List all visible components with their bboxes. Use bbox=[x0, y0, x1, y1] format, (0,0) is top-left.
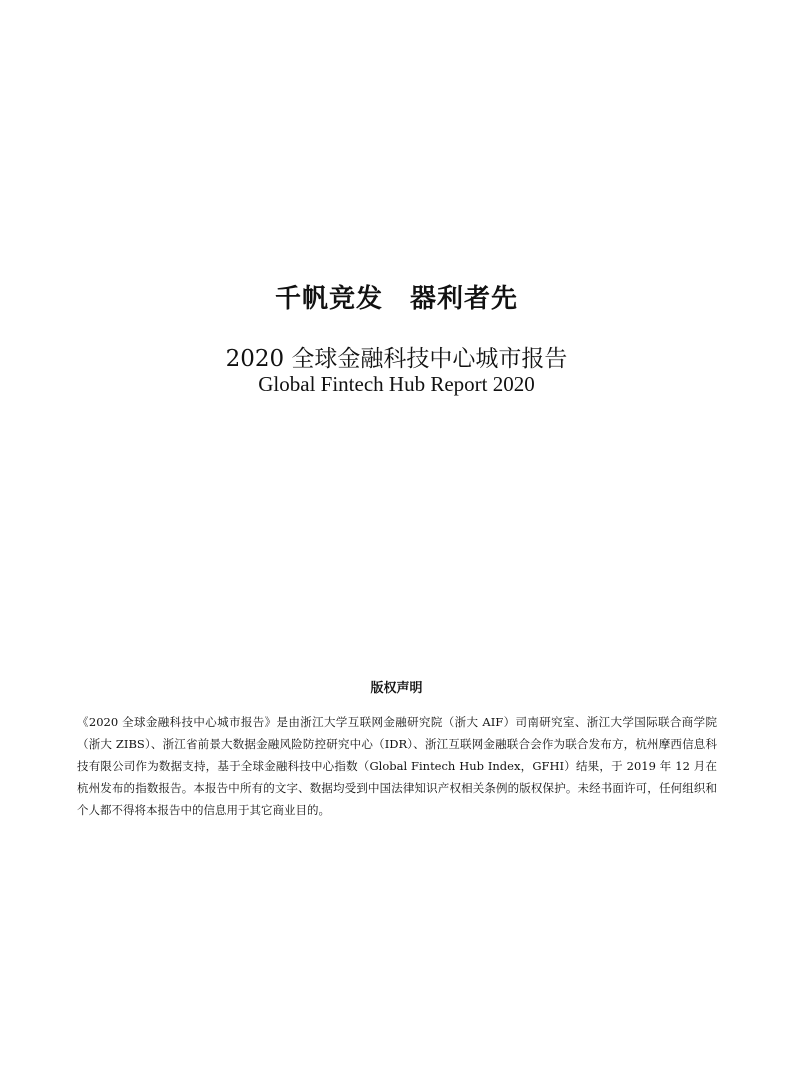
copyright-statement: 《2020 全球金融科技中心城市报告》是由浙江大学互联网金融研究院（浙大 AIF）司南研究室、浙江大学国际联合商学院（浙大 ZIBS）、浙江省前景大数据金融风险防控研究中心（IDR）、浙江互联网金融联合会作为联合发布方，杭州摩西信息科技有限公司作为数据支持，基于全球金融科技中心指数（Global Fintech Hub Index，GFHI）结果，于 2019 年 12 月在杭州发布的指数报告。本报告中所有的文字、数据均受到中国法律知识产权相关条例的版权保护。未经书面许可，任何组织和个人都不得将本报告中的信息用于其它商业目的。 bbox=[77, 715, 717, 817]
report-title-chinese: 2020 全球金融科技中心城市报告 bbox=[225, 346, 568, 372]
copyright-heading: 版权声明 bbox=[370, 681, 423, 696]
report-title-english: Global Fintech Hub Report 2020 bbox=[258, 372, 535, 396]
headline: 千帆竞发 器利者先 bbox=[274, 284, 518, 314]
